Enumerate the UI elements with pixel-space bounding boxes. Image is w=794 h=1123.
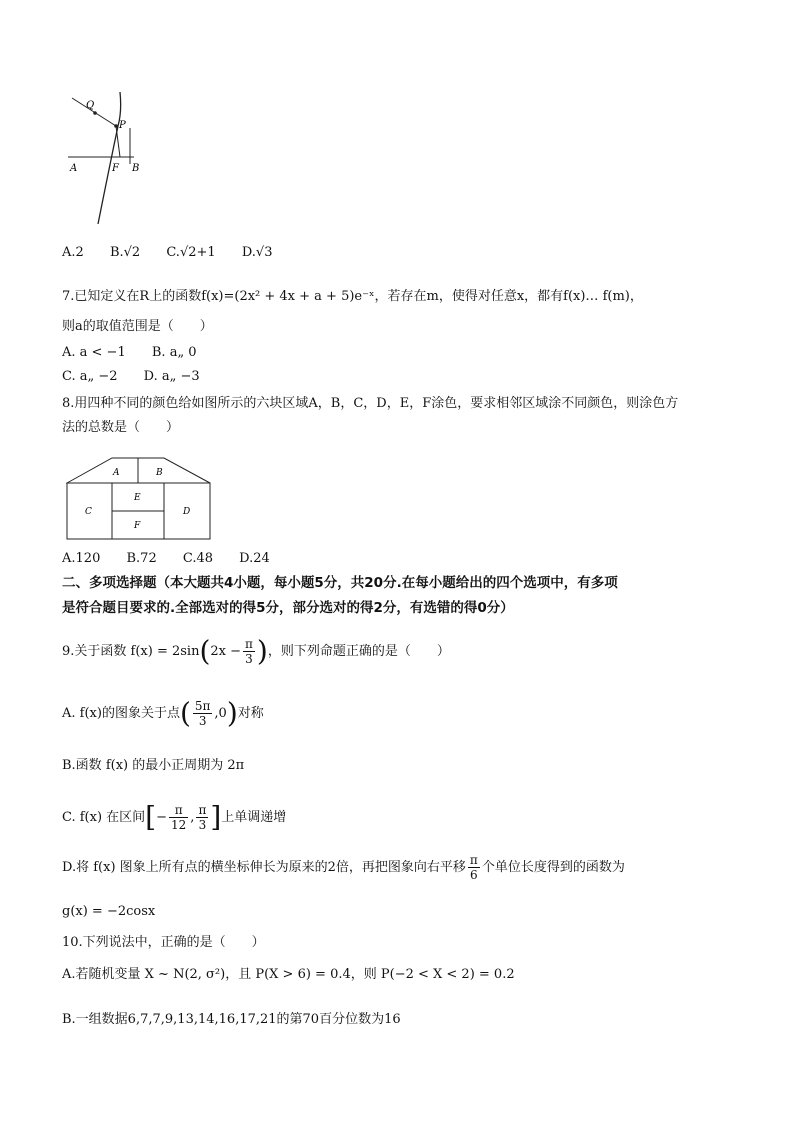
region-f-label: F xyxy=(134,521,141,531)
q10-option-a: A.若随机变量 X ~ N(2, σ²)，且 P(X > 6) = 0.4，则 P(−2 < X < 2) = 0.2 xyxy=(62,967,515,982)
region-a-label: A xyxy=(113,468,120,478)
q6-option-d: D.√3 xyxy=(241,245,273,260)
label-f: F xyxy=(112,163,119,174)
q9-d-post: 个单位长度得到的函数为 xyxy=(481,860,625,875)
label-a: A xyxy=(70,163,78,174)
q9-d-frac-den: 6 xyxy=(470,868,478,882)
q7-option-d: D. a„ −3 xyxy=(143,369,200,384)
point-p xyxy=(114,124,118,128)
q9-a-post: 对称 xyxy=(237,706,264,721)
q9-d-pre: D.将 f(x) 图象上所有点的横坐标伸长为原来的2倍，再把图象向右平移 xyxy=(62,860,466,875)
q9-c-fraction1 xyxy=(169,803,188,832)
q9-a-frac-num: 5π xyxy=(194,699,211,713)
q8-option-a: A.120 xyxy=(62,551,101,566)
q9-c-frac2-num: π xyxy=(198,803,207,817)
bracket-left: [ xyxy=(145,800,157,834)
house-figure xyxy=(66,447,212,541)
q9-d-fraction xyxy=(468,853,480,882)
region-e-label: E xyxy=(134,493,141,503)
q8-option-b: B.72 xyxy=(126,551,157,566)
q7-options-row2 xyxy=(62,368,222,386)
q9-stem-pre: 9.关于函数 f(x) = 2sin xyxy=(62,644,200,659)
q9-option-d-line2: g(x) = −2cosx xyxy=(62,904,156,919)
q9-option-b: B.函数 f(x) 的最小正周期为 2π xyxy=(62,758,245,773)
paren-left: ( xyxy=(199,634,211,668)
q9-c-frac1-num: π xyxy=(169,803,188,818)
q7-option-a: A. a < −1 xyxy=(62,345,126,360)
q9-option-d xyxy=(62,850,625,886)
section2-heading-line2: 是符合题目要求的.全部选对的得5分，部分选对的得2分，有选错的得0分） xyxy=(62,600,514,616)
q9-stem-post: ，则下列命题正确的是（ ） xyxy=(267,644,450,659)
q9-d-frac-num: π xyxy=(469,853,478,867)
label-p: P xyxy=(119,120,126,131)
q9-c-frac2-den: 3 xyxy=(198,818,207,832)
q8-option-c: C.48 xyxy=(182,551,214,566)
region-b-label: B xyxy=(156,468,163,478)
q9-stem-arg: 2x − xyxy=(210,644,242,659)
q7-stem-line1: 7.已知定义在R上的函数f(x)=(2x² + 4x + a + 5)e⁻ˣ，若存在m，使得对任意x，都有f(x)… f(m)， xyxy=(62,289,643,304)
q7-options-row1 xyxy=(62,344,219,362)
q9-a-fraction xyxy=(193,699,213,728)
q9-c-post: 上单调递增 xyxy=(221,810,287,825)
q7-option-c: C. a„ −2 xyxy=(62,369,118,384)
comma: , xyxy=(190,810,195,825)
q7-stem-line2: 则a的取值范围是（ ） xyxy=(62,319,213,334)
q8-options xyxy=(62,550,292,568)
q10-option-b: B.一组数据6,7,7,9,13,14,16,17,21的第70百分位数为16 xyxy=(62,1012,401,1027)
q9-a-pre: A. f(x)的图象关于点 xyxy=(62,706,180,721)
q10-stem: 10.下列说法中，正确的是（ ） xyxy=(62,935,265,950)
label-q: Q xyxy=(86,100,95,111)
q9-c-pre: C. f(x) 在区间 xyxy=(62,810,146,825)
q9-frac-den: 3 xyxy=(245,652,253,666)
q6-option-c: C.√2+1 xyxy=(166,245,216,260)
q9-option-c xyxy=(62,796,286,840)
paren-left: ( xyxy=(179,696,191,730)
q7-option-b: B. a„ 0 xyxy=(151,345,197,360)
q8-stem-line1: 8.用四种不同的颜色给如图所示的六块区域A，B，C，D，E，F涂色，要求相邻区域涂不同颜色，则涂色方 xyxy=(62,396,679,411)
minus-sign: − xyxy=(156,810,168,825)
region-d-label: D xyxy=(183,507,191,517)
q9-a-tail: ,0 xyxy=(214,706,227,721)
q8-stem-line2: 法的总数是（ ） xyxy=(62,420,180,435)
q9-fraction xyxy=(243,637,255,666)
section2-heading-line1: 二、多项选择题（本大题共4小题，每小题5分，共20分.在每小题给出的四个选项中，有多项 xyxy=(62,575,618,591)
q8-option-d: D.24 xyxy=(239,551,270,566)
parabola-figure xyxy=(62,92,152,230)
q9-a-frac-den: 3 xyxy=(198,714,207,728)
q9-c-fraction2 xyxy=(196,803,208,832)
q9-frac-num: π xyxy=(245,637,253,651)
paren-right: ) xyxy=(256,634,268,668)
q6-option-a: A.2 xyxy=(62,245,84,260)
point-q xyxy=(93,111,97,115)
q6-option-b: B.√2 xyxy=(109,245,141,260)
bracket-right: ] xyxy=(210,800,222,834)
paren-right: ) xyxy=(226,696,238,730)
region-c-label: C xyxy=(85,507,92,517)
q6-options xyxy=(62,244,294,262)
parabola-curve xyxy=(98,92,121,224)
q9-option-a xyxy=(62,692,264,736)
q9-c-frac1-den: 12 xyxy=(171,818,187,832)
q9-stem xyxy=(62,632,450,672)
label-b: B xyxy=(132,163,140,174)
